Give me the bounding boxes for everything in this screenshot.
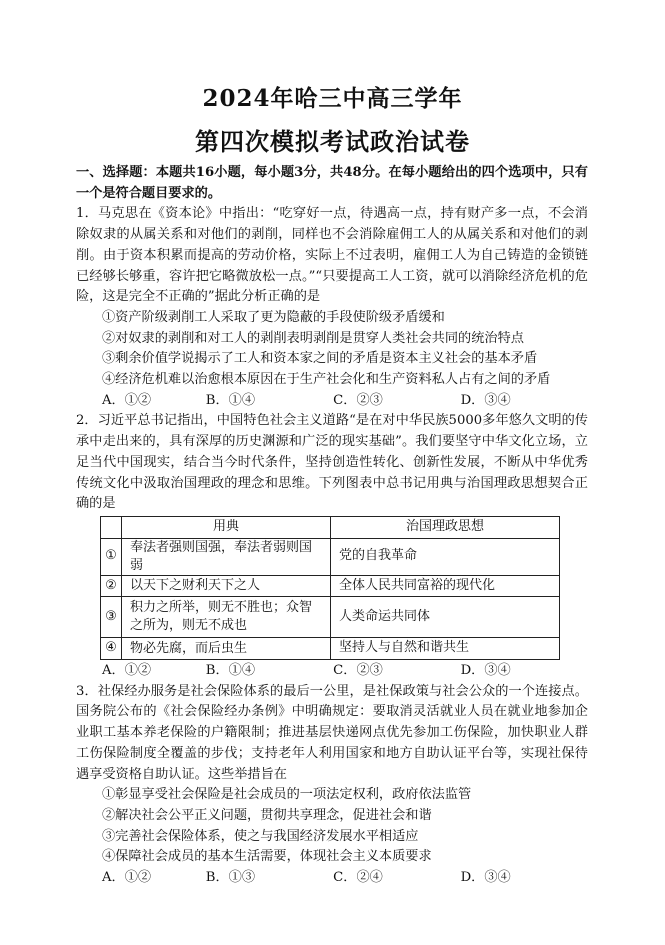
table-header-no bbox=[101, 516, 122, 538]
question-3-option-3: ③完善社会保险体系，使之与我国经济发展水平相适应 bbox=[102, 828, 419, 844]
question-2-answers bbox=[76, 661, 588, 682]
question-1-answer-c: C．②③ bbox=[333, 392, 383, 408]
section-heading: 一、选择题：本题共16小题，每小题3分，共48分。在每小题给出的四个选项中，只有一个是符合题目要求的。 bbox=[76, 165, 588, 201]
table-row bbox=[101, 638, 560, 660]
question-3-answer-c: C．②④ bbox=[333, 870, 383, 886]
question-1-stem: 1．马克思在《资本论》中指出：“吃穿好一点，待遇高一点，持有财产多一点，不会消除奴隶的从属关系和对他们的剥削，同样也不会消除雇佣工人的从属关系和对他们的剥削。由于资本积累而提高的劳动价格，实际上不过表明，雇佣工人为自己铸造的金锁链已经够长够重，容许把它略微放松一点。”“只要提高工人工资，就可以消除经济危机的危险，这是完全不正确的”据此分析正确的是 bbox=[76, 206, 588, 305]
question-1-option-3: ③剩余价值学说揭示了工人和资本家之间的矛盾是资本主义社会的基本矛盾 bbox=[102, 351, 538, 367]
question-1-option-1: ①资产阶级剥削工人采取了更为隐蔽的手段使阶级矛盾缓和 bbox=[102, 309, 445, 325]
table-row bbox=[101, 538, 560, 575]
table-cell-thought: 坚持人与自然和谐共生 bbox=[331, 638, 560, 660]
question-3-stem: 3．社保经办服务是社会保险体系的最后一公里，是社保政策与社会公众的一个连接点。国务院公布的《社会保险经办条例》中明确规定：要取消灵活就业人员在就业地参加企业职工基本养老保险的户籍限制；推进基层快递网点优先参加工伤保险，加快职业人群工伤保险制度全覆盖的步伐；支持老年人利用国家和地方自助认证平台等，实现社保待遇享受资格自助认证。这些举措旨在 bbox=[76, 683, 588, 782]
table-header-quote: 用典 bbox=[122, 516, 331, 538]
table-cell-thought: 党的自我革命 bbox=[331, 538, 560, 575]
question-3-option-1: ①彰显享受社会保险是社会成员的一项法定权利，政府依法监管 bbox=[102, 787, 472, 803]
question-3-option-4: ④保障社会成员的基本生活需要，体现社会主义本质要求 bbox=[102, 849, 432, 865]
table-cell-quote: 积力之所举，则无不胜也；众智之所为，则无不成也 bbox=[122, 597, 331, 638]
question-2-table bbox=[100, 516, 560, 660]
table-cell-thought: 全体人民共同富裕的现代化 bbox=[331, 575, 560, 597]
table-header-row bbox=[101, 516, 560, 538]
table-cell-no: ④ bbox=[101, 638, 122, 660]
question-2-answer-a: A．①② bbox=[102, 663, 152, 679]
question-2-answer-b: B．①④ bbox=[205, 663, 256, 679]
question-3-option-2: ②解决社会公平正义问题，贯彻共享理念，促进社会和谐 bbox=[102, 807, 432, 823]
question-1-option-4: ④经济危机难以治愈根本原因在于生产社会化和生产资料私人占有之间的矛盾 bbox=[102, 372, 551, 388]
table-row bbox=[101, 575, 560, 597]
table-cell-no: ② bbox=[101, 575, 122, 597]
exam-title-line1: 2024年哈三中高三学年 bbox=[202, 85, 463, 112]
question-1-answers bbox=[76, 391, 588, 412]
table-cell-quote: 物必先腐，而后虫生 bbox=[122, 638, 331, 660]
question-1-answer-b: B．①④ bbox=[205, 392, 256, 408]
table-header-thought: 治国理政思想 bbox=[331, 516, 560, 538]
exam-content bbox=[76, 163, 588, 889]
question-1-answer-d: D．③④ bbox=[460, 392, 511, 408]
question-2-answer-c: C．②③ bbox=[333, 663, 383, 679]
table-cell-no: ① bbox=[101, 538, 122, 575]
table-cell-no: ③ bbox=[101, 597, 122, 638]
table-cell-thought: 人类命运共同体 bbox=[331, 597, 560, 638]
question-1-option-2: ②对奴隶的剥削和对工人的剥削表明剥削是贯穿人类社会共同的统治特点 bbox=[102, 330, 524, 346]
question-2-stem: 2．习近平总书记指出，中国特色社会主义道路“是在对中华民族5000多年悠久文明的传承中走出来的，具有深厚的历史渊源和广泛的现实基础”。我们要坚守中华文化立场，立足当代中国现实，结合当今时代条件，坚持创造性转化、创新性发展，不断从中华优秀传统文化中汲取治国理政的理念和思维。下列图表中总书记用典与治国理政思想契合正确的是 bbox=[76, 413, 588, 512]
question-3-answers bbox=[76, 868, 588, 889]
question-3-answer-d: D．③④ bbox=[460, 870, 511, 886]
question-1-answer-a: A．①② bbox=[102, 392, 152, 408]
exam-title-line2: 第四次模拟考试政治试卷 bbox=[195, 127, 470, 156]
table-cell-quote: 以天下之财利天下之人 bbox=[122, 575, 331, 597]
table-cell-quote: 奉法者强则国强，奉法者弱则国弱 bbox=[122, 538, 331, 575]
question-3-answer-b: B．①③ bbox=[205, 870, 256, 886]
question-3-answer-a: A．①② bbox=[102, 870, 152, 886]
table-row bbox=[101, 597, 560, 638]
question-2-answer-d: D．③④ bbox=[460, 663, 511, 679]
